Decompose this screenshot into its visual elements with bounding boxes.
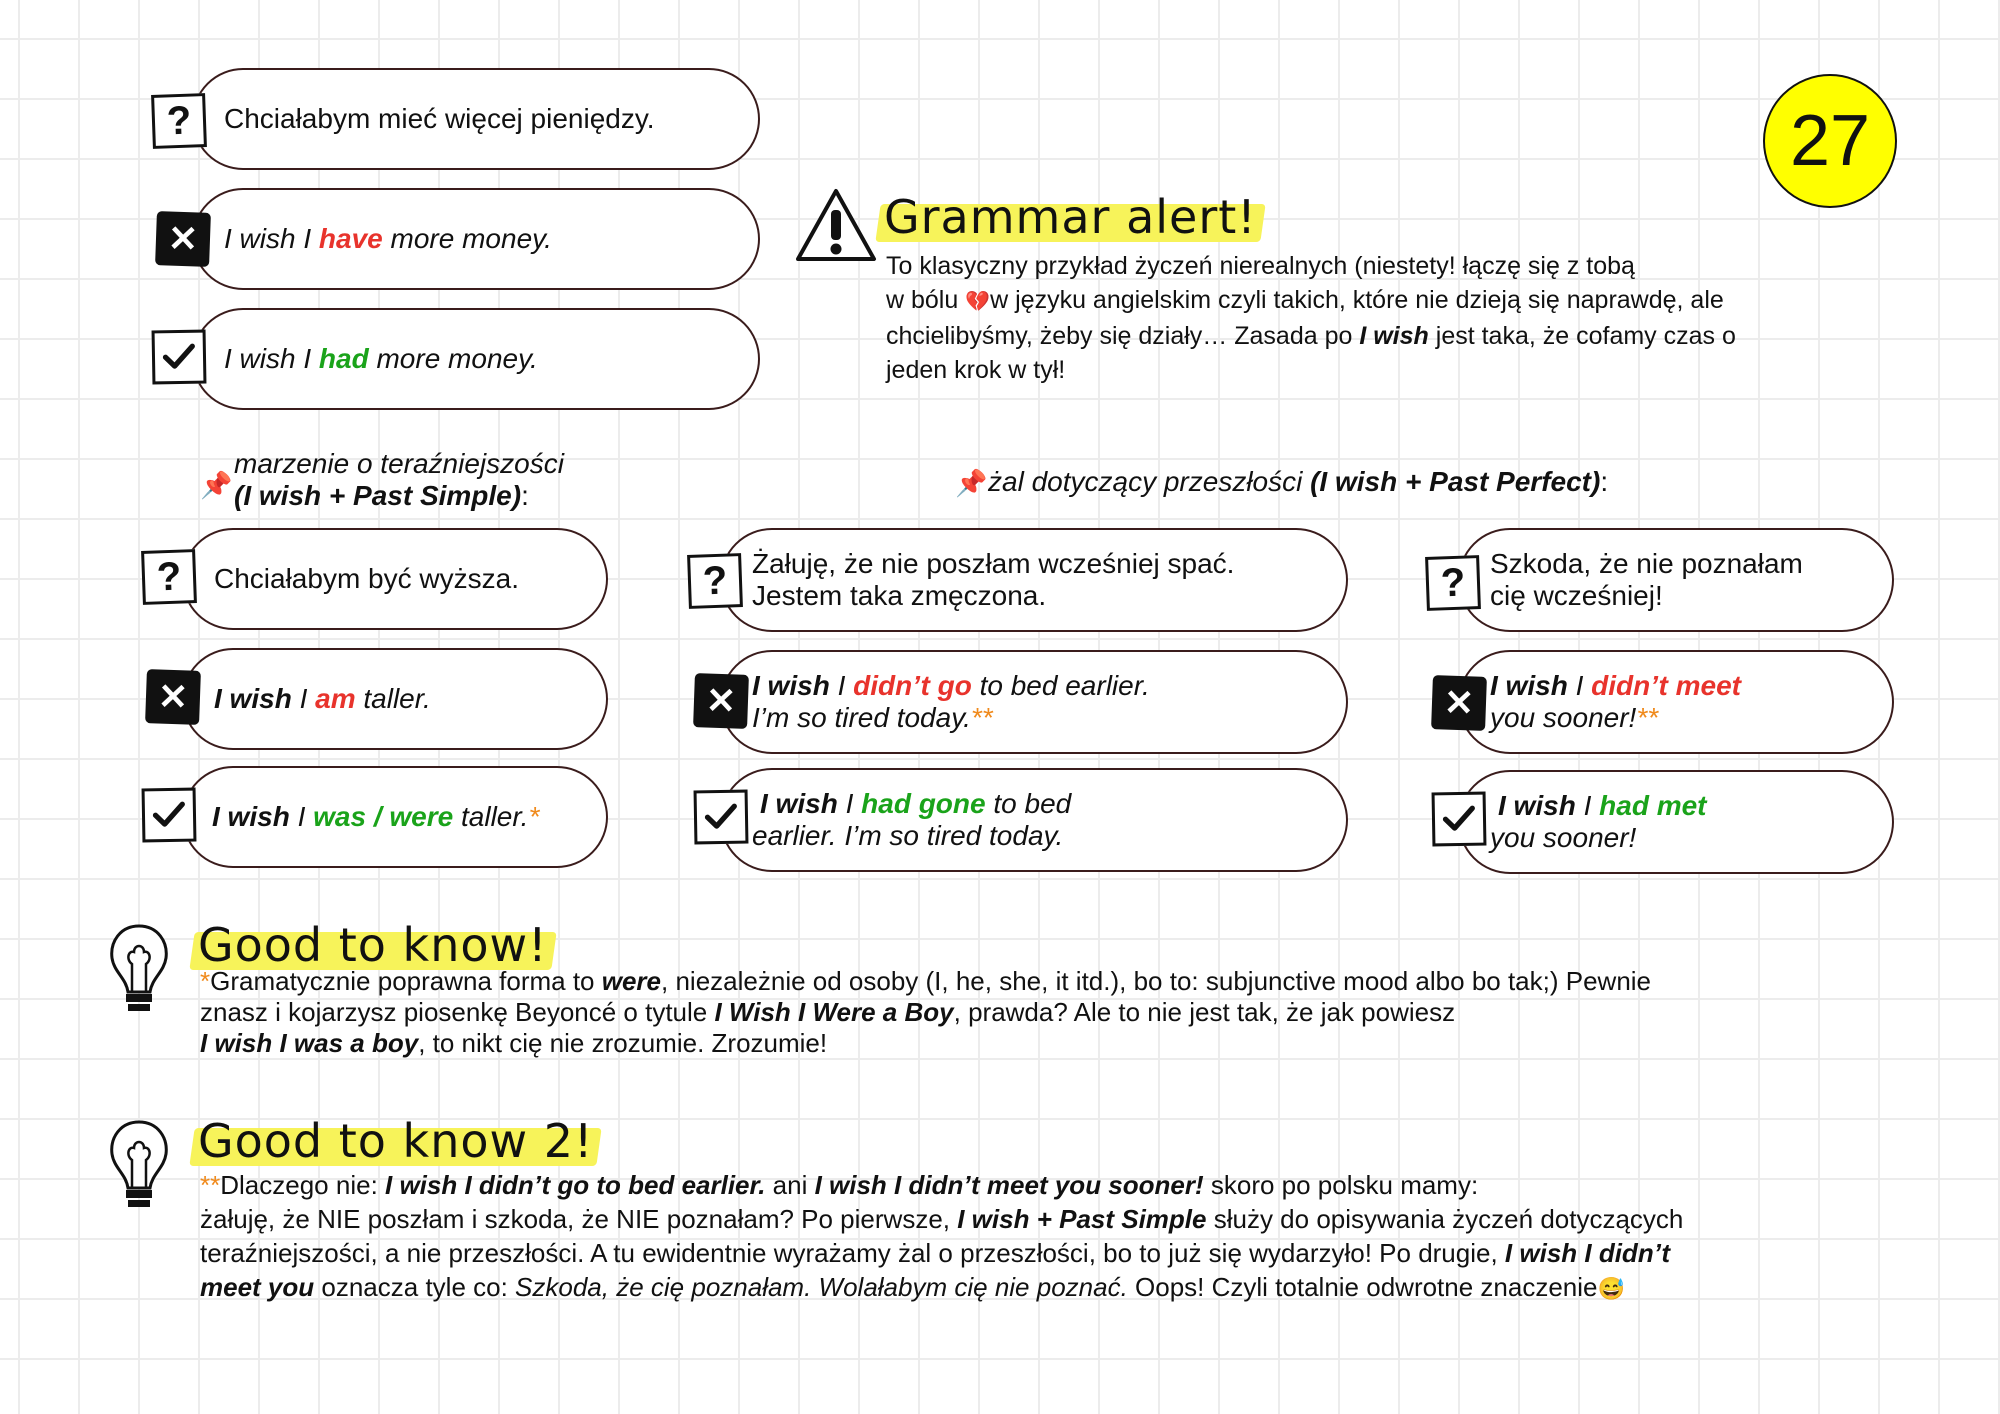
x-box-icon: ✕ bbox=[693, 673, 749, 729]
check-box-icon bbox=[152, 330, 207, 385]
example4-question: Szkoda, że nie poznałam cię wcześniej! bbox=[1490, 548, 1803, 611]
x-box-icon: ✕ bbox=[1431, 675, 1487, 731]
grammar-alert-text: To klasyczny przykład życzeń nierealnych (niestety! łączę się z tobą w bólu 💔w języku angielskim czyli takich, które nie dzieją się naprawdę, ale chcielibyśmy, żeby się działy… Zasada po I wish jest taka, że cofamy czas o jeden krok w tył! bbox=[886, 252, 1736, 384]
example3-wrong-sentence: I wish I didn’t go to bed earlier. I’m so tired today.** bbox=[752, 670, 1150, 733]
example1-wrong-sentence: I wish I have more money. bbox=[224, 223, 552, 254]
example4-wrong-sentence: I wish I didn’t meet you sooner!** bbox=[1490, 670, 1741, 733]
broken-heart-icon: 💔 bbox=[965, 291, 991, 313]
pushpin-icon: 📌 bbox=[955, 468, 988, 498]
lightbulb-icon bbox=[104, 920, 174, 1020]
check-box-icon bbox=[694, 790, 749, 845]
page-number: 27 bbox=[1789, 101, 1871, 181]
warning-triangle-icon bbox=[794, 186, 878, 264]
good-to-know-text: *Gramatycznie poprawna forma to were, niezależnie od osoby (I, he, she, it itd.), bo to: subjunctive mood albo bo tak;) Pewnie znasz i kojarzysz piosenkę Beyoncé o tytule I Wish I Were a Boy, prawda? Ale to nie jest tak, że jak powiesz I wish I was a boy, to nikt cię nie zrozumie. Zrozumie! bbox=[200, 966, 1652, 1058]
good-to-know-2-title: Good to know 2! bbox=[198, 1114, 594, 1168]
good-to-know-title: Good to know! bbox=[198, 918, 548, 972]
example1-right-pill bbox=[192, 308, 760, 410]
pushpin-icon: 📌 bbox=[200, 470, 233, 500]
page-number-badge bbox=[1763, 74, 1897, 208]
example4-right-sentence: I wish I had met you sooner! bbox=[1490, 790, 1707, 853]
x-box-icon: ✕ bbox=[155, 211, 211, 267]
example2-right-pill bbox=[182, 766, 608, 868]
question-box-icon: ? bbox=[687, 553, 743, 609]
example2-question: Chciałabym być wyższa. bbox=[214, 563, 519, 594]
example1-wrong-pill bbox=[192, 188, 760, 290]
example1-question: Chciałabym mieć więcej pieniędzy. bbox=[224, 103, 655, 134]
example1-question-pill bbox=[192, 68, 760, 170]
example3-right-sentence: I wish I had gone to bed earlier. I’m so tired today. bbox=[752, 788, 1072, 851]
question-box-icon: ? bbox=[141, 549, 197, 605]
question-box-icon: ? bbox=[1425, 555, 1481, 611]
example3-question-pill bbox=[720, 528, 1348, 632]
past-section-label: żal dotyczący przeszłości (I wish + Past Perfect): bbox=[988, 466, 1609, 497]
example3-question: Żałuję, że nie poszłam wcześniej spać. Jestem taka zmęczona. bbox=[752, 548, 1235, 611]
example4-right-pill bbox=[1458, 770, 1894, 874]
question-box-icon: ? bbox=[151, 93, 207, 149]
good-to-know-2-text: **Dlaczego nie: I wish I didn’t go to bed earlier. ani I wish I didn’t meet you sooner! skoro po polsku mamy: żałuję, że NIE poszłam i szkoda, że NIE poznałam? Po pierwsze, I wish + Past Simple służy do opisywania życzeń dotyczących teraźniejszości, a nie przeszłości. A tu ewidentnie wyrażamy żal o przeszłości, bo to już się wydarzyło! Po drugie, I wish I didn’t meet you oznacza tyle co: Szkoda, że cię poznałam. Wolałabym cię nie poznać. Oops! Czyli totalnie odwrotne znaczenie😅 bbox=[200, 1170, 1684, 1302]
sweat-smile-emoji: 😅 bbox=[1597, 1276, 1625, 1301]
lightbulb-icon bbox=[104, 1116, 174, 1216]
example1-right-sentence: I wish I had more money. bbox=[224, 343, 538, 374]
example2-right-sentence: I wish I was / were taller.* bbox=[212, 801, 540, 832]
example2-wrong-sentence: I wish I am taller. bbox=[214, 683, 431, 714]
check-box-icon bbox=[142, 788, 197, 843]
example2-wrong-pill bbox=[182, 648, 608, 750]
example3-right-pill bbox=[720, 768, 1348, 872]
present-section-label: marzenie o teraźniejszości (I wish + Past Simple): bbox=[234, 448, 564, 511]
example4-wrong-pill bbox=[1458, 650, 1894, 754]
x-box-icon: ✕ bbox=[145, 669, 201, 725]
example3-wrong-pill bbox=[720, 650, 1348, 754]
grammar-alert-title: Grammar alert! bbox=[884, 190, 1257, 244]
check-box-icon bbox=[1432, 792, 1487, 847]
example2-question-pill bbox=[182, 528, 608, 630]
example4-question-pill bbox=[1458, 528, 1894, 632]
